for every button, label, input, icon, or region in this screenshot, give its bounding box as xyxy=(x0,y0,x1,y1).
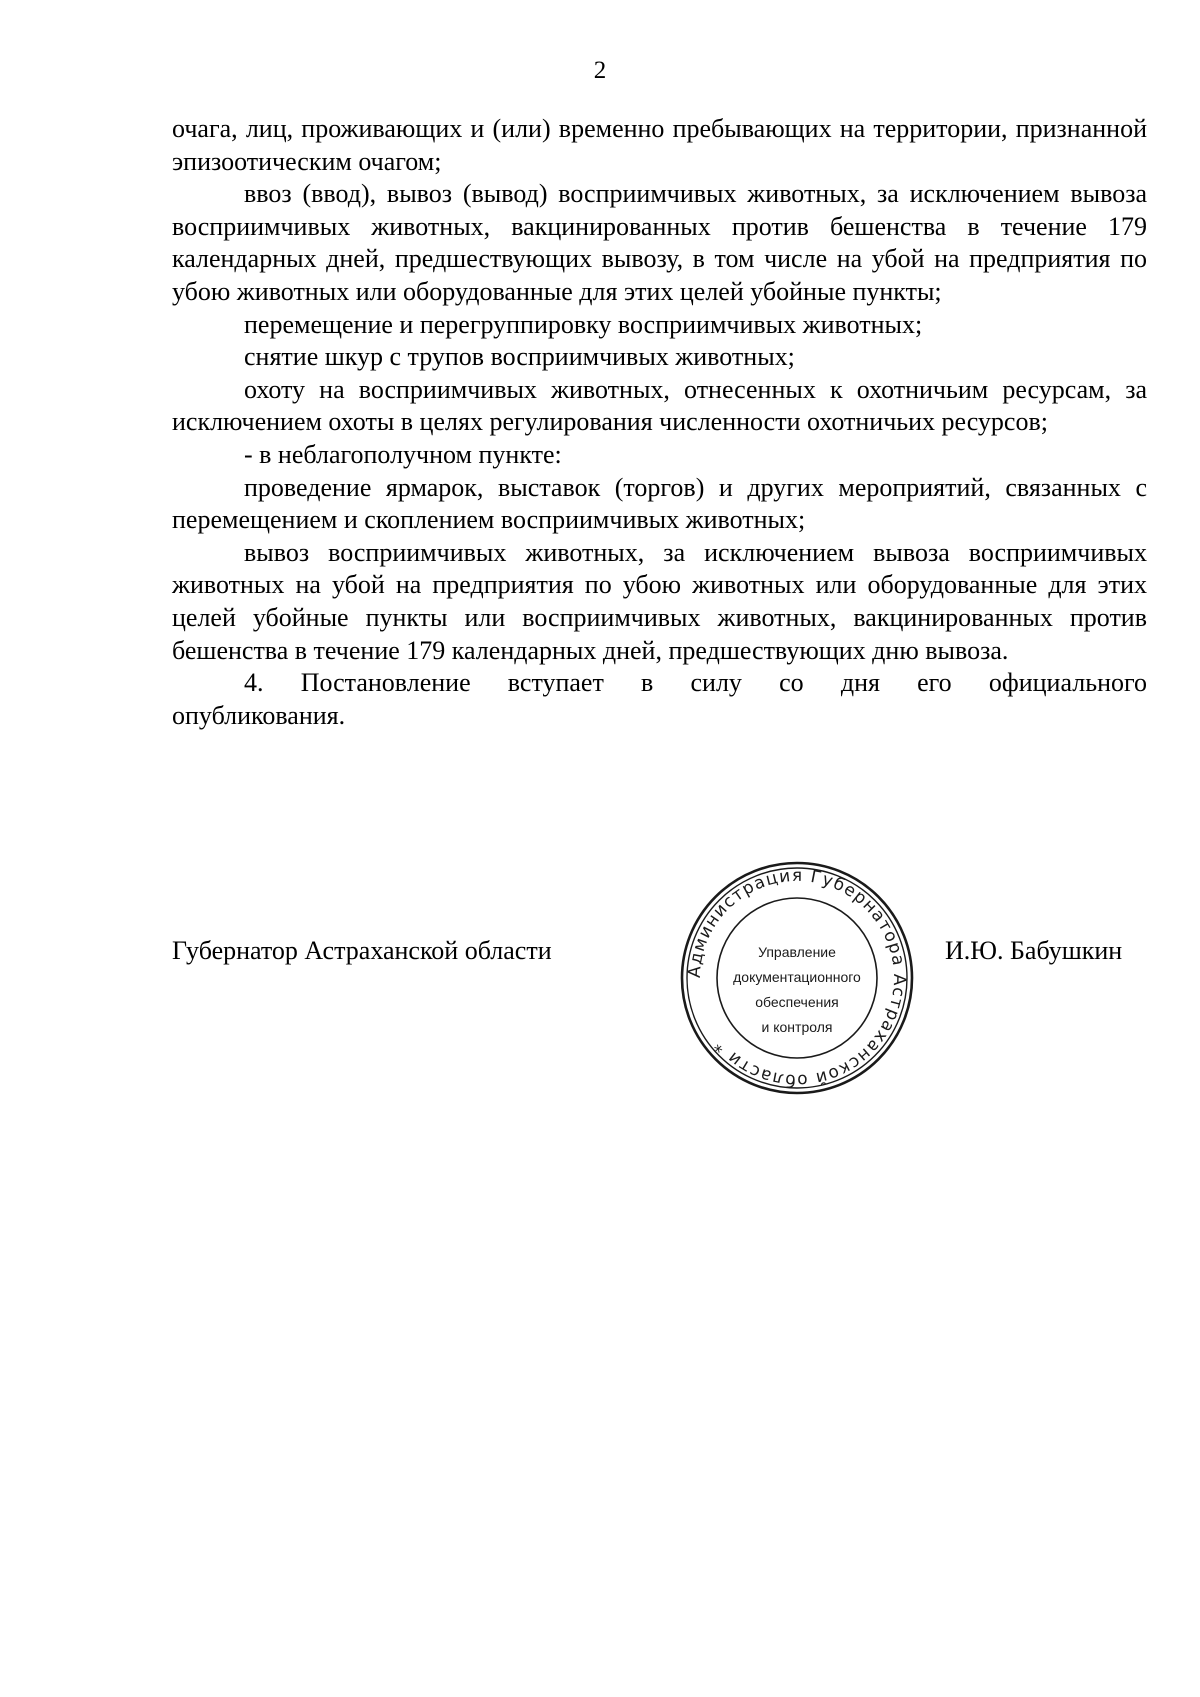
paragraph: - в неблагополучном пункте: xyxy=(244,439,562,469)
paragraph: очага, лиц, проживающих и (или) временно пребывающих на территории, признанной эпизоотическим очагом; xyxy=(172,114,1147,176)
paragraph: перемещение и перегруппировку восприимчивых животных; xyxy=(244,309,923,339)
paragraph: ввоз (ввод), вывоз (вывод) восприимчивых животных, за исключением вывоза восприимчивых животных, вакцинированных против бешенства в течение 179 календарных дней, предшествующих вывозу, в том числе на убой на предприятия по убою животных или оборудованные для этих целей убойные пункты; xyxy=(172,179,1147,306)
stamp-center-line: и контроля xyxy=(761,1019,833,1035)
paragraph: охоту на восприимчивых животных, отнесенных к охотничьим ресурсам, за исключением охоты в целях регулирования численности охотничьих ресурсов; xyxy=(172,374,1147,437)
stamp-center-line: обеспечения xyxy=(755,994,839,1010)
paragraph: вывоз восприимчивых животных, за исключением вывоза восприимчивых животных на убой на предприятия по убою животных или оборудованные для этих целей убойные пункты или восприимчивых животных, вакцинированных против бешенства в течение 179 календарных дней, предшествующих дню вывоза. xyxy=(172,537,1147,665)
document-body xyxy=(172,113,1147,732)
paragraph: снятие шкур с трупов восприимчивых животных; xyxy=(244,342,795,372)
stamp-ring-text: Администрация Губернатора Астраханской области * xyxy=(684,865,910,1091)
paragraph: проведение ярмарок, выставок (торгов) и других мероприятий, связанных с перемещением и скоплением восприимчивых животных; xyxy=(172,472,1147,535)
page-number: 2 xyxy=(593,57,607,84)
signature-name: И.Ю. Бабушкин xyxy=(945,936,1123,965)
stamp-center-line: Управление xyxy=(758,944,836,960)
official-stamp xyxy=(677,858,917,1098)
stamp-center-line: документационного xyxy=(733,969,861,985)
signature-position-title: Губернатор Астраханской области xyxy=(172,936,552,965)
paragraph-effective-date: 4. Постановление вступает в силу со дня его официального опубликования. xyxy=(172,668,1147,730)
